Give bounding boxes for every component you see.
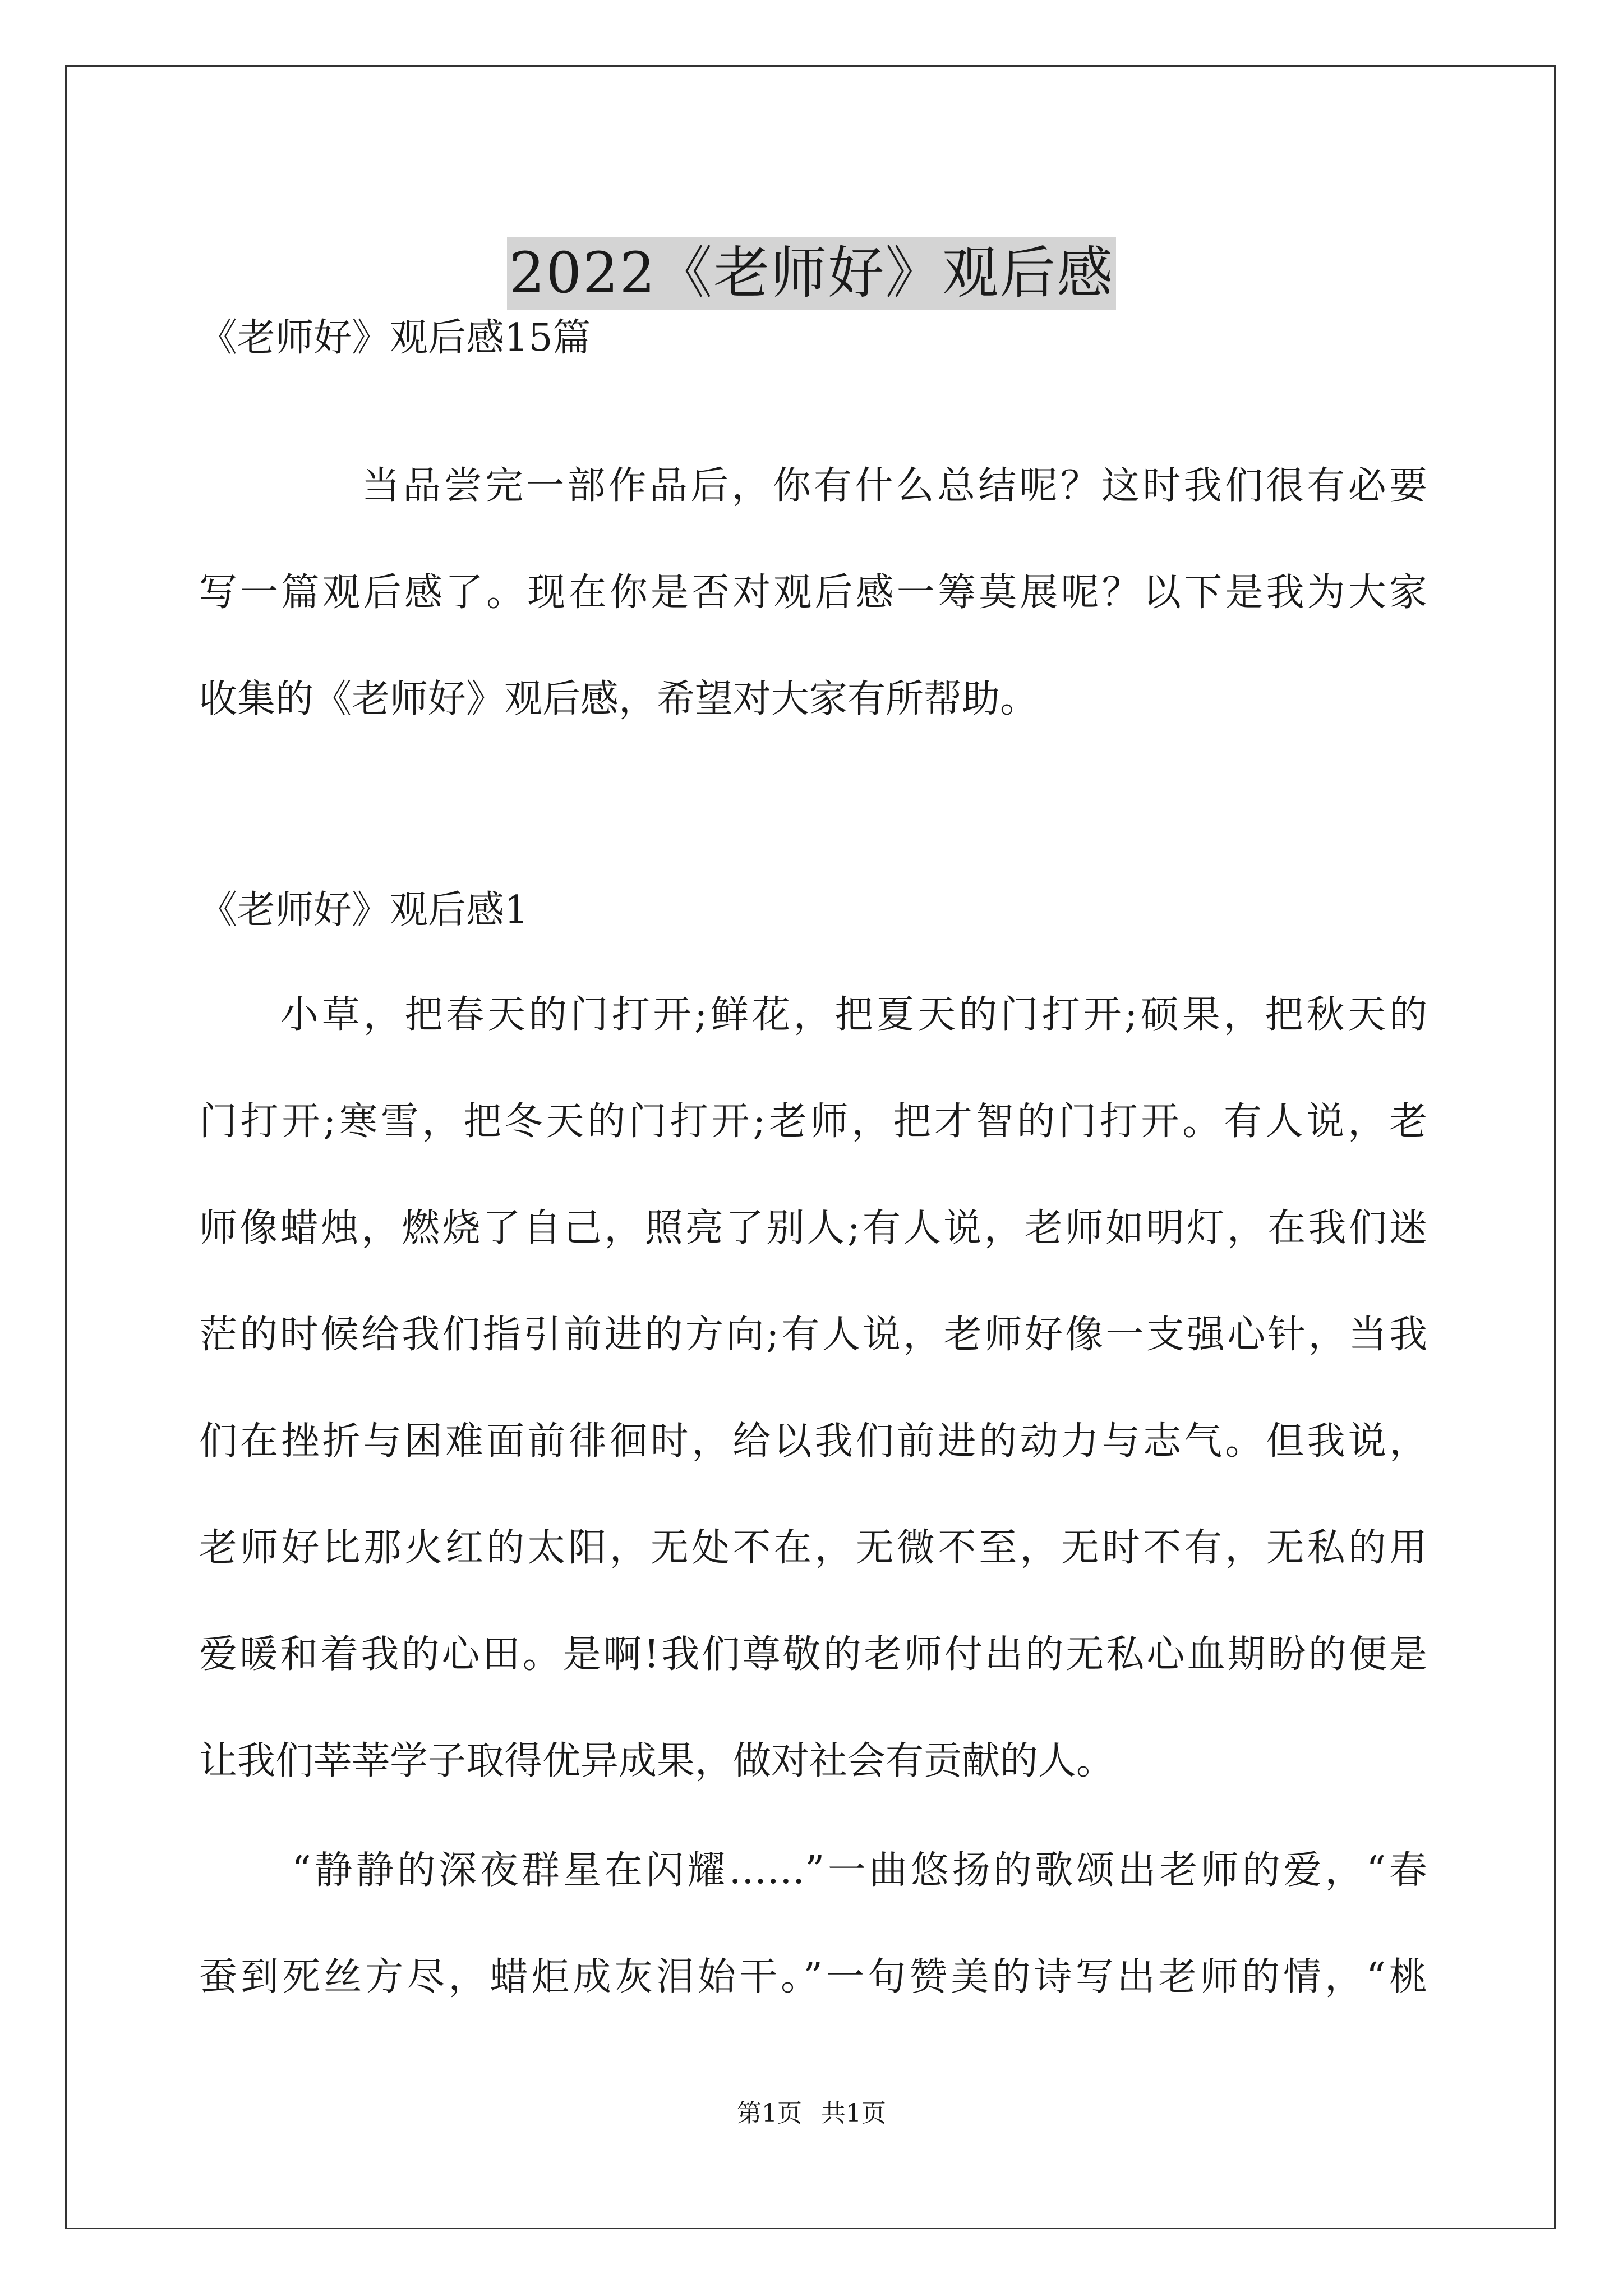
page-border (65, 65, 1556, 2229)
body-line-9: “静静的深夜群星在闪耀……”一曲悠扬的歌颂出老师的爱，“春 (292, 1848, 1427, 1893)
body-line-5: 们在挫折与困难面前徘徊时，给以我们前进的动力与志气。但我说， (199, 1419, 1427, 1464)
section-heading: 《老师好》观后感1 (199, 888, 529, 932)
document-title: 2022《老师好》观后感 (507, 237, 1117, 310)
body-line-1: 小草，把春天的门打开;鲜花，把夏天的门打开;硕果，把秋天的 (280, 993, 1427, 1037)
body-line-4: 茫的时候给我们指引前进的方向;有人说，老师好像一支强心针，当我 (199, 1313, 1427, 1357)
body-line-2: 门打开;寒雪，把冬天的门打开;老师，把才智的门打开。有人说，老 (199, 1099, 1427, 1144)
body-line-7: 爱暖和着我的心田。是啊!我们尊敬的老师付出的无私心血期盼的便是 (199, 1632, 1427, 1677)
body-line-6: 老师好比那火红的太阳，无处不在，无微不至，无时不有，无私的用 (199, 1526, 1427, 1570)
intro-line-2: 写一篇观后感了。现在你是否对观后感一筹莫展呢？以下是我为大家 (199, 570, 1427, 615)
body-line-3: 师像蜡烛，燃烧了自己，照亮了别人;有人说，老师如明灯，在我们迷 (199, 1206, 1427, 1250)
intro-line-1: 当品尝完一部作品后，你有什么总结呢？这时我们很有必要 (362, 464, 1427, 508)
intro-line-3: 收集的《老师好》观后感，希望对大家有所帮助。 (199, 677, 1039, 721)
body-line-8: 让我们莘莘学子取得优异成果，做对社会有贡献的人。 (199, 1739, 1115, 1783)
subtitle: 《老师好》观后感15篇 (199, 316, 591, 360)
body-line-10: 蚕到死丝方尽，蜡炬成灰泪始干。”一句赞美的诗写出老师的情，“桃 (199, 1955, 1427, 1999)
page-number: 第1页 (737, 2099, 802, 2128)
page-footer (0, 2097, 1623, 2131)
page-total: 共1页 (821, 2099, 886, 2128)
